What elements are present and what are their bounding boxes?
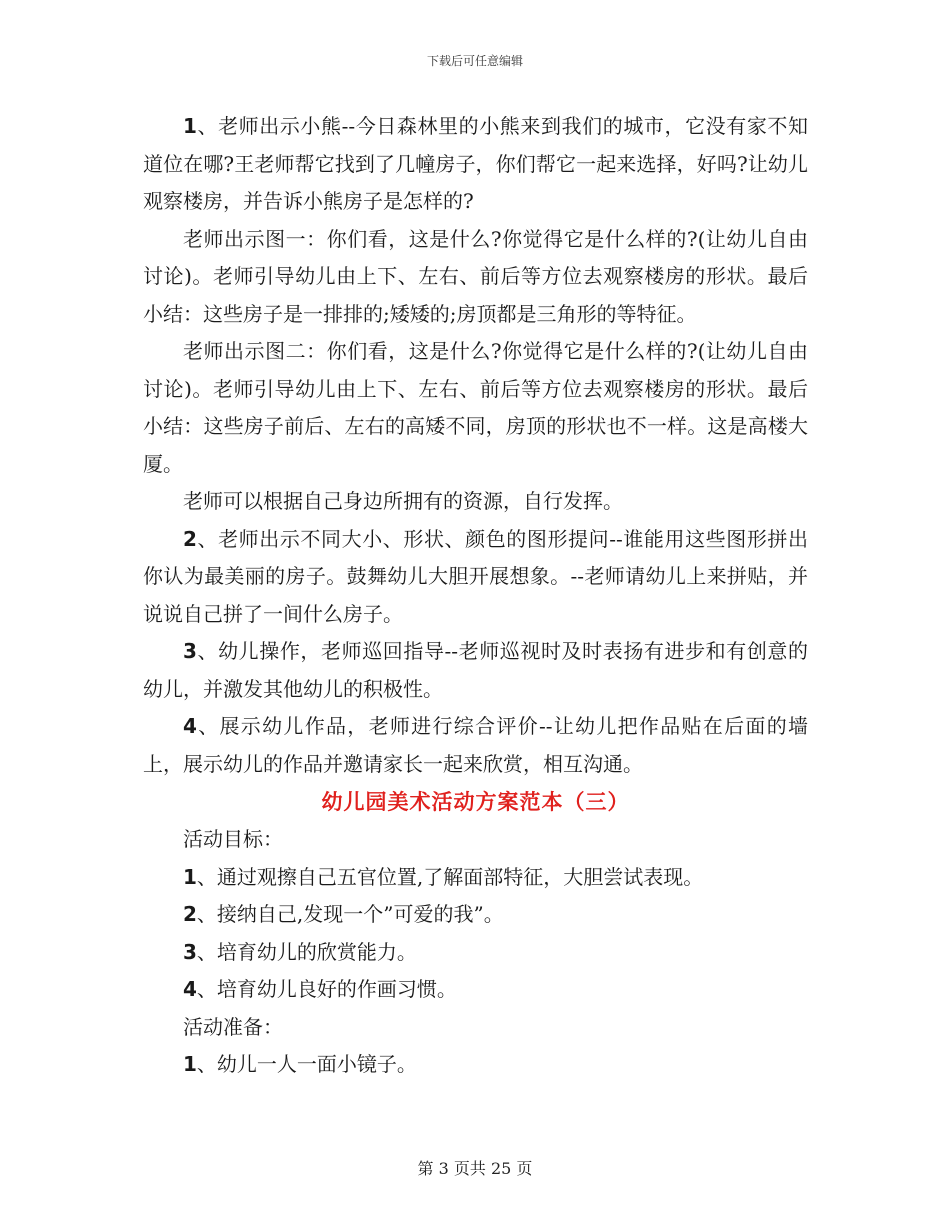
paragraph-prep-heading: [143, 1009, 808, 1047]
paragraph-text: 老师出示图二：你们看，这是什么?你觉得它是什么样的?(让幼儿自由讨论)。老师引导幼儿由上下、左右、前后等方位去观察楼房的形状。最后小结：这些房子前后、左右的高矮不同，房顶的形状也不一样。这是高楼大厦。: [143, 339, 808, 476]
paragraph-text: 、展示幼儿作品，老师进行综合评价--让幼儿把作品贴在后面的墙上，展示幼儿的作品并邀请家长一起来欣赏，相互沟通。: [143, 714, 808, 776]
document-body: [143, 108, 808, 1084]
step-number: 2: [183, 526, 197, 551]
paragraph-text: 、接纳自己,发现一个”可爱的我”。: [196, 902, 504, 926]
paragraph-goal-3: [143, 934, 808, 972]
step-number: 4: [183, 714, 197, 738]
paragraph-text: 活动目标：: [183, 827, 283, 851]
paragraph-step-4: [143, 708, 808, 783]
step-number: 4: [183, 977, 197, 1001]
paragraph-text: 、通过观擦自己五官位置,了解面部特征，大胆尝试表现。: [196, 864, 704, 889]
paragraph-text: 、老师出示不同大小、形状、颜色的图形提问--谁能用这些图形拼出你认为最美丽的房子。鼓舞幼儿大胆开展想象。--老师请幼儿上来拼贴，并说说自己拼了一间什么房子。: [143, 526, 808, 626]
paragraph-picture-1: [143, 221, 808, 334]
paragraph-text: 、老师出示小熊--今日森林里的小熊来到我们的城市，它没有家不知道位在哪?王老师帮它找到了几幢房子，你们帮它一起来选择，好吗?让幼儿观察楼房，并告诉小熊房子是怎样的?: [143, 114, 808, 213]
page-header: 下载后可任意编辑: [426, 54, 523, 68]
step-number: 3: [183, 939, 197, 964]
paragraph-goal-4: [143, 971, 808, 1009]
page-number: 第 3 页共 25 页: [417, 1159, 533, 1178]
paragraph-goal-2: [143, 896, 808, 934]
paragraph-goals-heading: [143, 821, 808, 859]
paragraph-text: 、培育幼儿的欣赏能力。: [196, 939, 417, 964]
step-number: 3: [183, 639, 197, 663]
step-number: 2: [183, 902, 197, 926]
paragraph-picture-2: [143, 333, 808, 483]
paragraph-text: 老师出示图一：你们看，这是什么?你觉得它是什么样的?(让幼儿自由讨论)。老师引导幼儿由上下、左右、前后等方位去观察楼房的形状。最后小结：这些房子是一排排的;矮矮的;房顶都是三角形的等特征。: [143, 226, 808, 326]
paragraph-step-2: [143, 521, 808, 634]
step-number: 1: [183, 114, 197, 138]
paragraph-step-3: [143, 633, 808, 708]
paragraph-text: 、幼儿一人一面小镜子。: [196, 1052, 417, 1076]
paragraph-note: [143, 483, 808, 521]
step-number: 1: [183, 1052, 197, 1076]
paragraph-text: 老师可以根据自己身边所拥有的资源，自行发挥。: [183, 489, 623, 513]
paragraph-goal-1: [143, 859, 808, 897]
step-number: 1: [183, 864, 197, 889]
paragraph-prep-1: [143, 1046, 808, 1084]
paragraph-text: 、培育幼儿良好的作画习惯。: [196, 977, 457, 1001]
section-title: 幼儿园美术活动方案范本（三）: [321, 790, 630, 814]
paragraph-text: 、幼儿操作，老师巡回指导--老师巡视时及时表扬有进步和有创意的幼儿，并激发其他幼儿的积极性。: [143, 639, 808, 701]
paragraph-text: 活动准备：: [183, 1014, 283, 1039]
paragraph-step-1: [143, 108, 808, 221]
